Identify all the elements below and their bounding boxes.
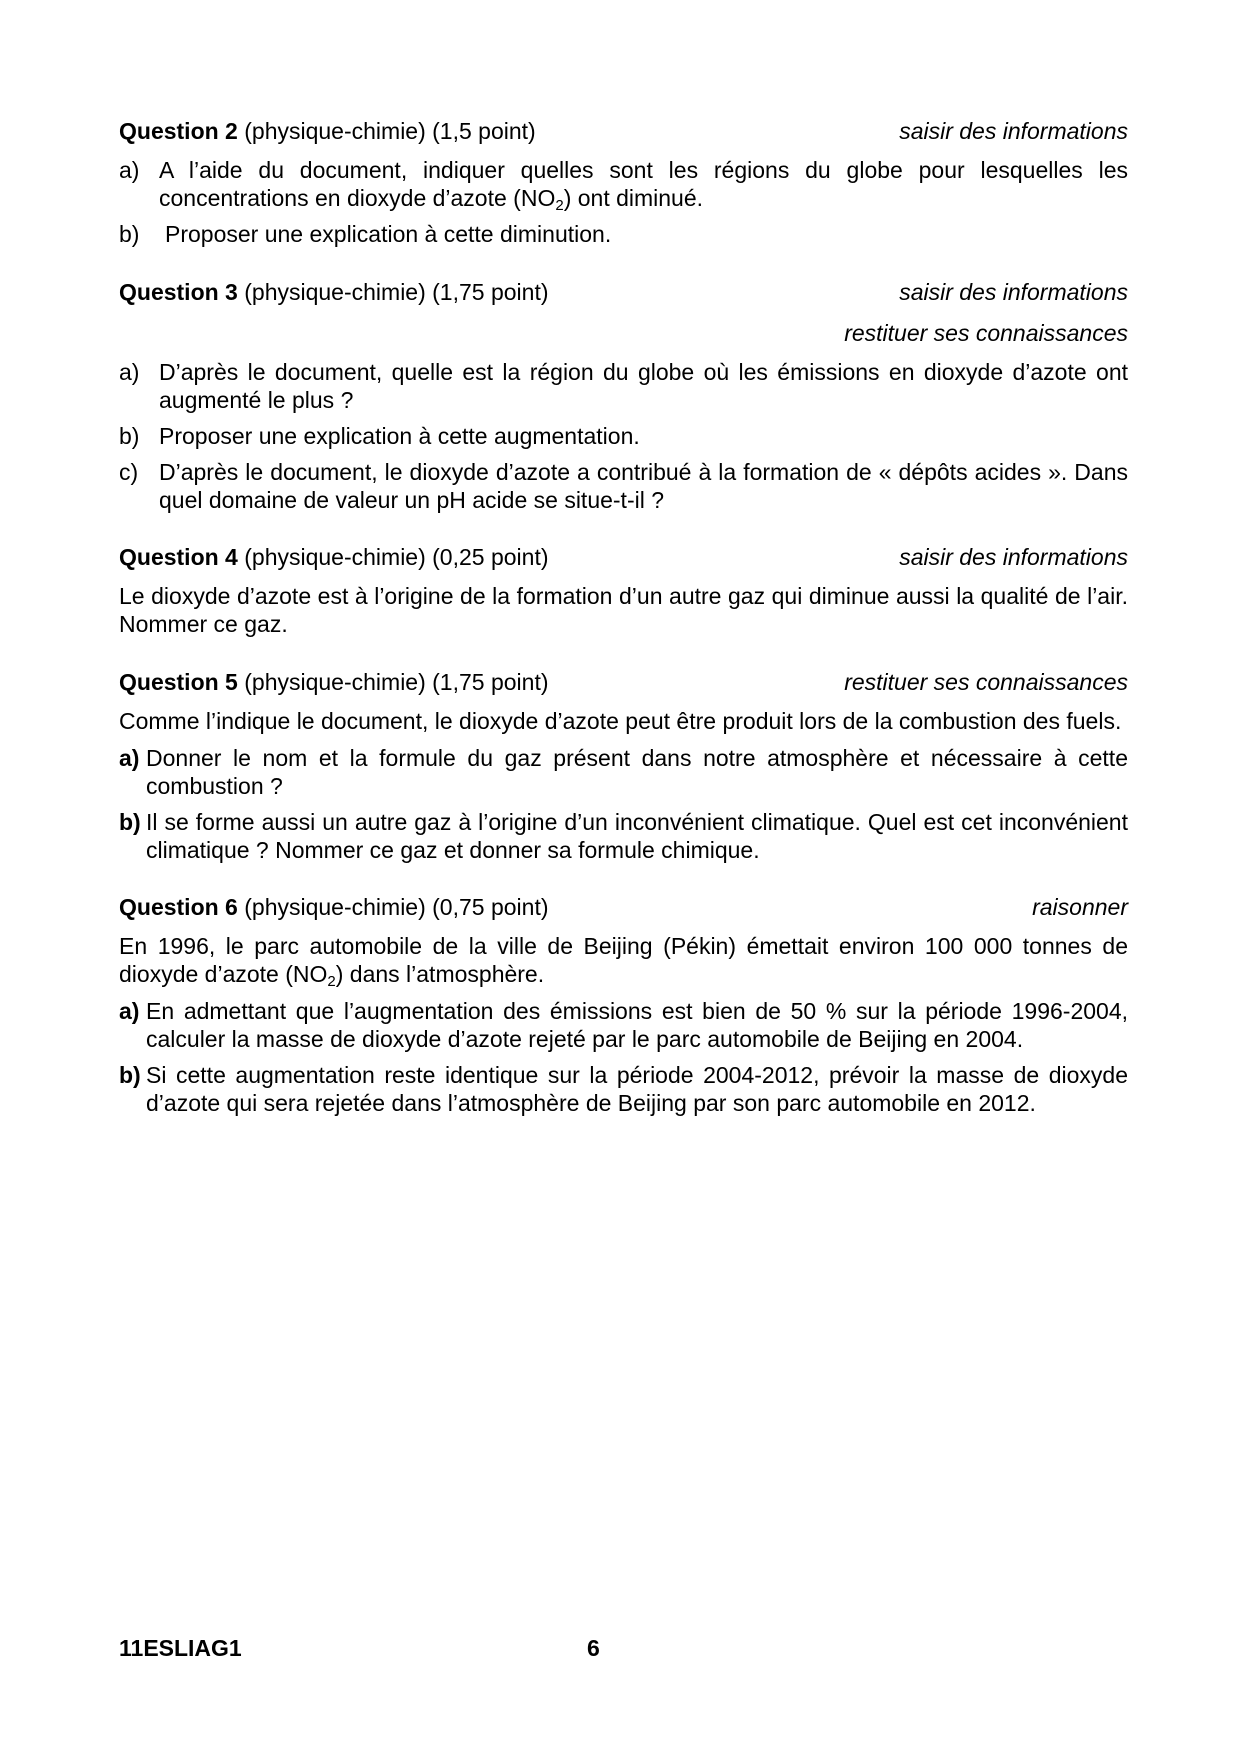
list-item <box>119 458 1128 514</box>
question-label: Question 6 <box>119 894 238 920</box>
question-meta: (physique-chimie) (1,75 point) <box>244 279 549 305</box>
item-text: Si cette augmentation reste identique sur la période 2004-2012, prévoir la masse de dioxyde d’azote qui sera rejetée dans l’atmosphère de Beijing par son parc automobile en 2012. <box>146 1062 1128 1116</box>
question-label: Question 5 <box>119 669 238 695</box>
list-item <box>119 156 1128 212</box>
question-meta: (physique-chimie) (0,75 point) <box>244 894 549 920</box>
question-header <box>119 894 1128 921</box>
skill-label: restituer ses connaissances <box>844 320 1128 346</box>
question-label: Question 4 <box>119 544 238 570</box>
question-6 <box>119 894 1128 1117</box>
list-item <box>119 422 1128 450</box>
item-label: c) <box>119 459 139 485</box>
item-label: a) <box>119 998 140 1024</box>
skill-label: saisir des informations <box>899 544 1128 570</box>
question-label: Question 3 <box>119 279 238 305</box>
document-page <box>119 118 1128 1117</box>
question-label: Question 2 <box>119 118 238 144</box>
question-meta: (physique-chimie) (0,25 point) <box>244 544 549 570</box>
item-text: D’après le document, le dioxyde d’azote a contribué à la formation de « dépôts acides ». Dans quel domaine de valeur un pH acide se situe-t-il ? <box>159 459 1128 513</box>
item-label: a) <box>119 359 140 385</box>
question-header <box>119 118 1128 145</box>
skill-label: raisonner <box>1032 894 1128 920</box>
question-text: En 1996, le parc automobile de la ville de Beijing (Pékin) émettait environ 100 000 tonnes de dioxyde d’azote $(NO_2)$ dans l’atmosphère. <box>119 933 1128 990</box>
question-meta: (physique-chimie) (1,75 point) <box>244 669 549 695</box>
list-item <box>119 358 1128 414</box>
skill-label: restituer ses connaissances <box>844 669 1128 695</box>
question-text: Le dioxyde d’azote est à l’origine de la formation d’un autre gaz qui diminue aussi la qualité de l’air. Nommer ce gaz. <box>119 583 1128 637</box>
list-item <box>119 220 1128 248</box>
item-label: a) <box>119 745 140 771</box>
list-item <box>119 744 1128 800</box>
item-label: b) <box>119 809 141 835</box>
list-item <box>119 997 1128 1053</box>
skill-label: saisir des informations <box>899 118 1128 144</box>
question-header <box>119 669 1128 696</box>
item-text: Donner le nom et la formule du gaz présent dans notre atmosphère et nécessaire à cette combustion ? <box>146 745 1128 799</box>
question-4 <box>119 544 1128 638</box>
question-5 <box>119 669 1128 864</box>
item-text: Proposer une explication à cette diminution. <box>165 221 612 247</box>
list-item <box>119 808 1128 864</box>
item-label: b) <box>119 1062 141 1088</box>
skill-label: saisir des informations <box>899 279 1128 305</box>
item-text: En admettant que l’augmentation des émissions est bien de 50 % sur la période 1996-2004, calculer la masse de dioxyde d’azote rejeté par le parc automobile de Beijing en 2004. <box>146 998 1128 1052</box>
item-text: A l’aide du document, indiquer quelles sont les régions du globe pour lesquelles les concentrations en dioxyde d’azote $(NO_2)$ ont diminué. <box>159 157 1128 214</box>
list-item <box>119 1061 1128 1117</box>
page-number: 6 <box>587 1635 600 1661</box>
item-text: D’après le document, quelle est la région du globe où les émissions en dioxyde d’azote ont augmenté le plus ? <box>159 359 1128 413</box>
question-2 <box>119 118 1128 248</box>
question-header <box>119 279 1128 306</box>
item-label: b) <box>119 221 140 247</box>
question-text: Comme l’indique le document, le dioxyde d’azote peut être produit lors de la combustion des fuels. <box>119 708 1122 734</box>
item-label: b) <box>119 423 140 449</box>
document-code: 11ESLIAG1 <box>119 1635 242 1661</box>
item-text: Il se forme aussi un autre gaz à l’origine d’un inconvénient climatique. Quel est cet inconvénient climatique ? Nommer ce gaz et donner sa formule chimique. <box>146 809 1128 863</box>
item-text: Proposer une explication à cette augmentation. <box>159 423 640 449</box>
question-header <box>119 544 1128 571</box>
question-meta: (physique-chimie) (1,5 point) <box>244 118 536 144</box>
item-label: a) <box>119 157 140 183</box>
question-3 <box>119 279 1128 514</box>
